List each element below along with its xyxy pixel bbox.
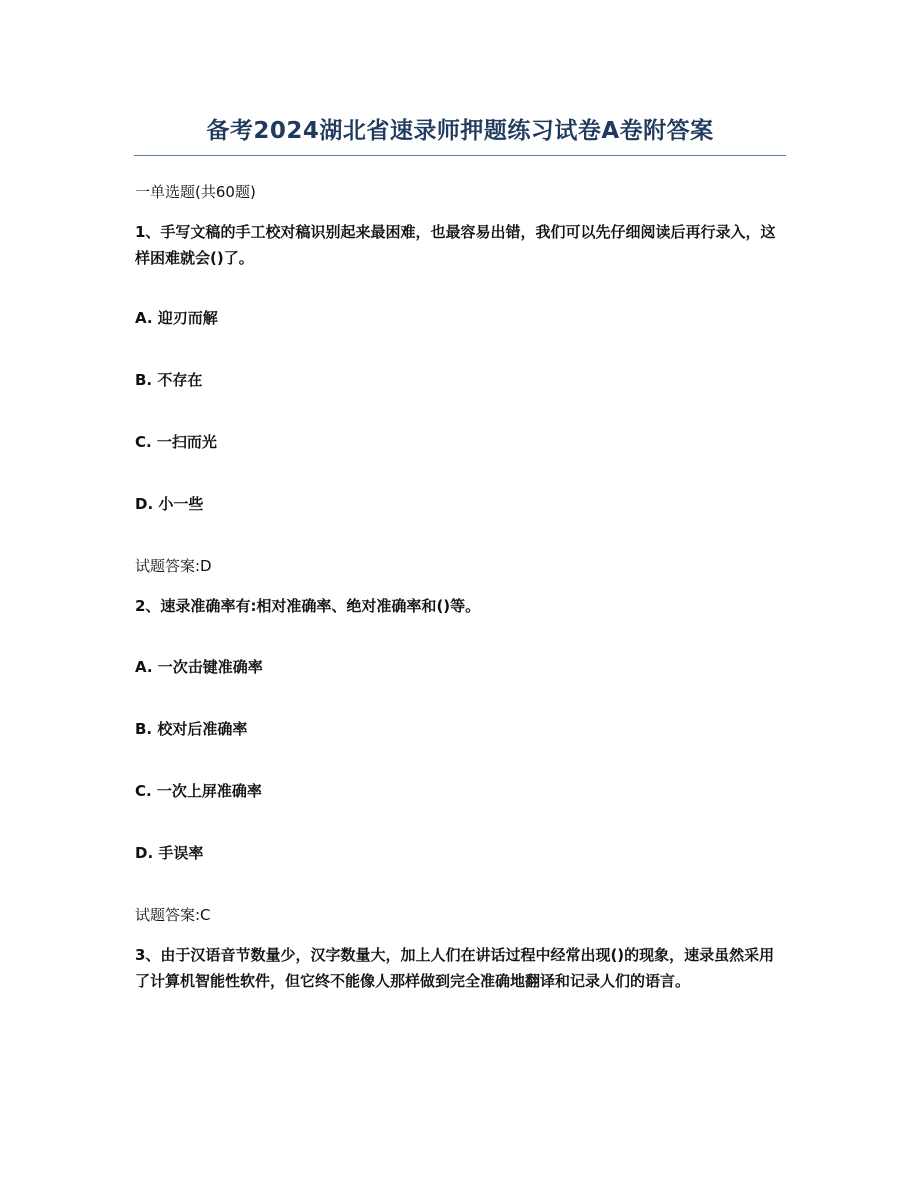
question-2-answer: 试题答案:C	[135, 906, 211, 924]
question-1-option-a: A. 迎刃而解	[135, 309, 218, 327]
section-heading: 一单选题(共60题)	[135, 183, 256, 201]
title-divider	[134, 155, 786, 156]
question-1-answer: 试题答案:D	[135, 557, 212, 575]
question-2-option-c: C. 一次上屏准确率	[135, 782, 262, 800]
question-1-option-b: B. 不存在	[135, 371, 203, 389]
question-2-text: 2、速录准确率有:相对准确率、绝对准确率和()等。	[135, 597, 481, 615]
question-3-text: 3、由于汉语音节数量少，汉字数量大，加上人们在讲话过程中经常出现()的现象，速录虽然采用了计算机智能性软件，但它终不能像人那样做到完全准确地翻译和记录人们的语言。	[135, 946, 775, 990]
question-2-option-b: B. 校对后准确率	[135, 720, 248, 738]
document-title: 备考2024湖北省速录师押题练习试卷A卷附答案	[206, 118, 714, 144]
question-1-text: 1、手写文稿的手工校对稿识别起来最困难，也最容易出错，我们可以先仔细阅读后再行录入，这样困难就会()了。	[135, 223, 776, 267]
question-2-option-a: A. 一次击键准确率	[135, 658, 263, 676]
question-1-option-d: D. 小一些	[135, 495, 204, 513]
question-2-option-d: D. 手误率	[135, 844, 204, 862]
question-1-option-c: C. 一扫而光	[135, 433, 217, 451]
